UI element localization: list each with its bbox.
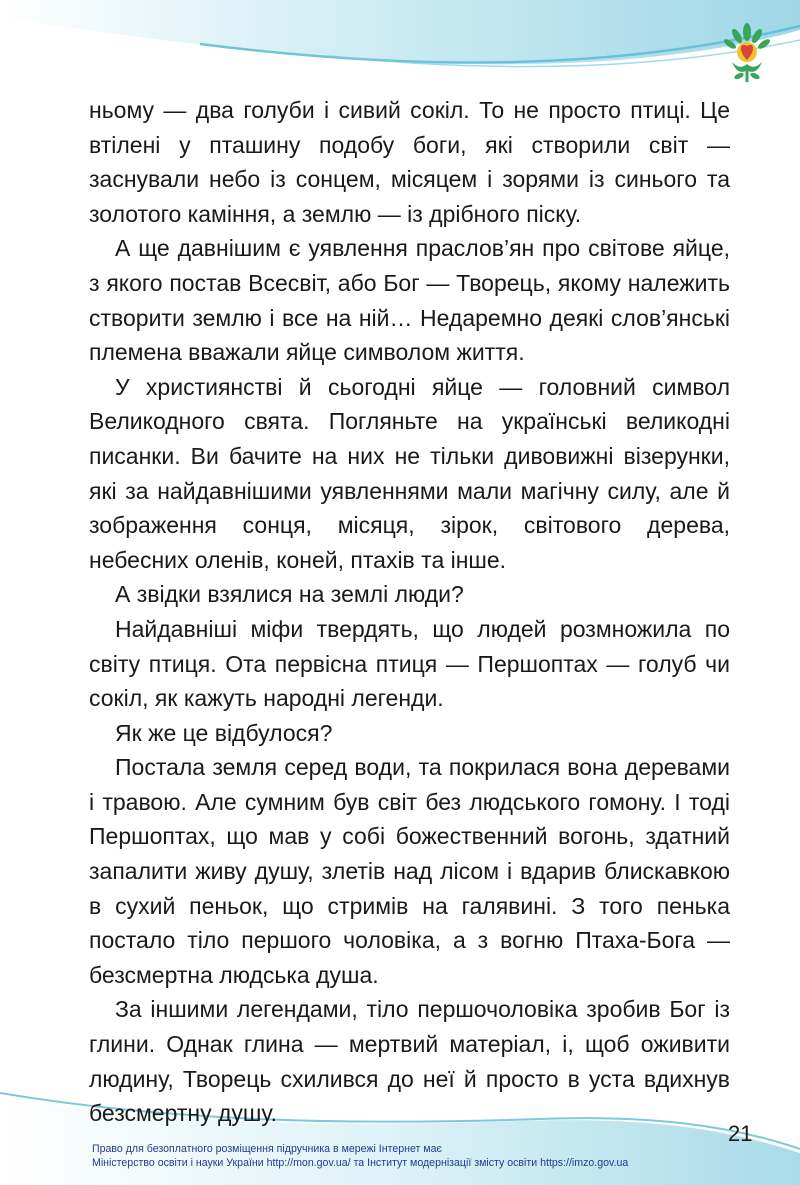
paragraph-world-egg: А ще давнішим є уявлення праслов’ян про світове яйце, з якого постав Всесвіт, або Бог — Творець, якому належить створити землю і все на ній… Недаремно деякі слов’янські племена вважали яйце символом життя. bbox=[89, 235, 730, 366]
paragraph-continuation: ньому — два голуби і сивий сокіл. То не просто птиці. Це втілені у пташину подобу боги, які створили світ — заснували небо із сонцем, місяцем і зорями із синього та золотого каміння, а землю — із дрібного піску. bbox=[89, 97, 730, 227]
page-number: 21 bbox=[728, 1121, 753, 1146]
paragraph-first-bird: Найдавніші міфи твердять, що людей розмножила по світу птиця. Ота первісна птиця — Першоптах — голуб чи сокіл, як кажуть народні легенди. bbox=[89, 615, 730, 712]
folk-flower-ornament-icon bbox=[722, 18, 772, 84]
footer-line-2: Міністерство освіти і науки України http://mon.gov.ua/ та Інститут модернізації змісту освіти https://imzo.gov.ua bbox=[92, 1157, 629, 1169]
footer-line-1: Право для безоплатного розміщення підручника в мережі Інтернет має bbox=[92, 1143, 442, 1155]
paragraph-easter-egg: У християнстві й сьогодні яйце — головний символ Великодного свята. Погляньте на українські великодні писанки. Ви бачите на них не тільки дивовижні візерунки, які за найдавнішими уявленнями мали магічну силу, але й зображення сонця, місяця, зірок, світового дерева, небесних оленів, коней, птахів та інше. bbox=[89, 373, 730, 573]
paragraph-first-man: Постала земля серед води, та покрилася вона деревами і травою. Але сумним був світ без людського гомону. І тоді Першоптах, що мав у собі божественний вогонь, здатний запалити живу душу, злетів над лісом і вдарив блискавкою в сухий пеньок, що стримів на галявині. З того пенька постало тіло першого чоловіка, а з вогню Птаха-Бога — безсмертна людська душа. bbox=[89, 754, 730, 988]
page-body bbox=[89, 93, 730, 1131]
paragraph-clay-man: За іншими легендами, тіло першочоловіка зробив Бог із глини. Однак глина — мертвий матеріал, і, щоб оживити людину, Творець схилився до неї й просто в уста вдихнув безсмертну душу. bbox=[89, 996, 730, 1127]
paragraph-question-how: Як же це відбулося? bbox=[115, 719, 333, 746]
copyright-footer bbox=[92, 1142, 628, 1170]
paragraph-question-people: А звідки взялися на землі люди? bbox=[115, 581, 464, 608]
